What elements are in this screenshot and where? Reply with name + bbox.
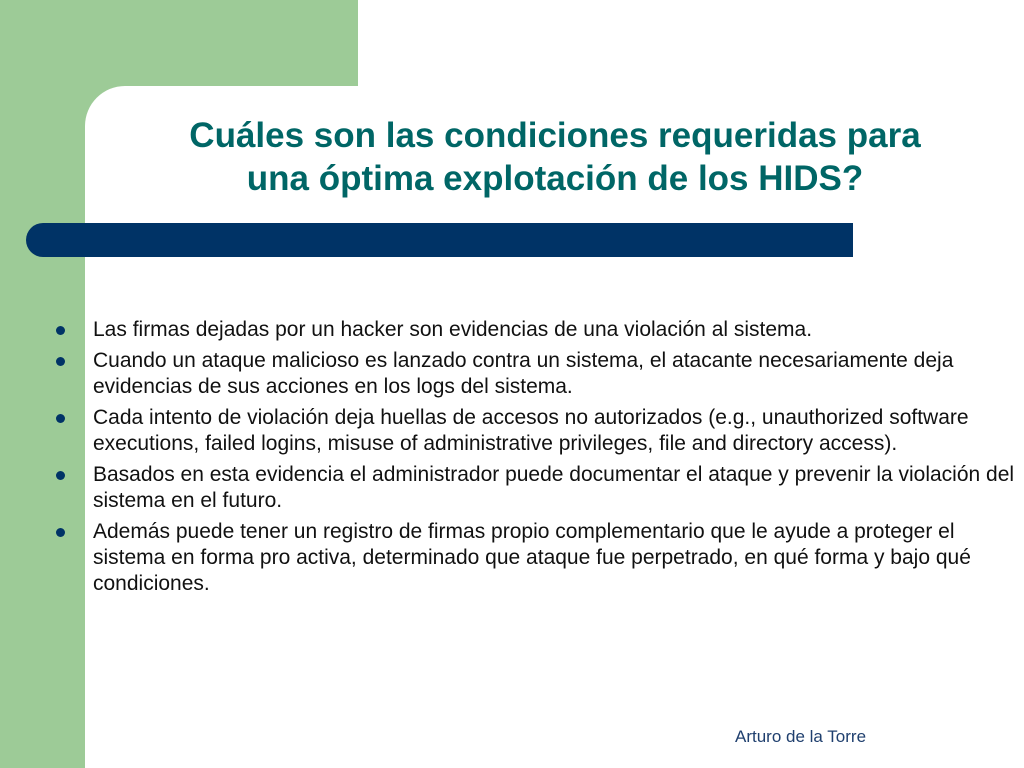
bullet-icon	[56, 326, 65, 335]
bullet-item	[52, 462, 1018, 514]
bullet-item	[52, 405, 1018, 457]
bullet-list	[52, 317, 1018, 602]
top-green-panel	[85, 0, 358, 86]
title-divider-bar	[26, 223, 853, 257]
bullet-icon	[56, 471, 65, 480]
bullet-item	[52, 348, 1018, 400]
title-line-2: una óptima explotación de los HIDS?	[246, 159, 864, 198]
bullet-text: Cada intento de violación deja huellas de accesos no autorizados (e.g., unauthorized software executions, failed logins, misuse of administrative privileges, file and directory access).	[93, 406, 969, 455]
bullet-text: Las firmas dejadas por un hacker son evidencias de una violación al sistema.	[93, 318, 813, 341]
slide-title	[130, 114, 980, 200]
bullet-icon	[56, 528, 65, 537]
bullet-text: Además puede tener un registro de firmas propio complementario que le ayude a proteger el sistema en forma pro activa, determinado que ataque fue perpetrado, en qué forma y bajo qué condiciones.	[93, 520, 971, 595]
bullet-text: Basados en esta evidencia el administrador puede documentar el ataque y prevenir la violación del sistema en el futuro.	[93, 463, 1015, 512]
bullet-text: Cuando un ataque malicioso es lanzado contra un sistema, el atacante necesariamente deja evidencias de sus acciones en los logs del sistema.	[93, 349, 954, 398]
bullet-icon	[56, 414, 65, 423]
bullet-item	[52, 519, 1018, 597]
bullet-item	[52, 317, 1018, 343]
author-footer: Arturo de la Torre	[735, 727, 867, 746]
title-line-1: Cuáles son las condiciones requeridas para	[189, 116, 921, 155]
bullet-icon	[56, 357, 65, 366]
